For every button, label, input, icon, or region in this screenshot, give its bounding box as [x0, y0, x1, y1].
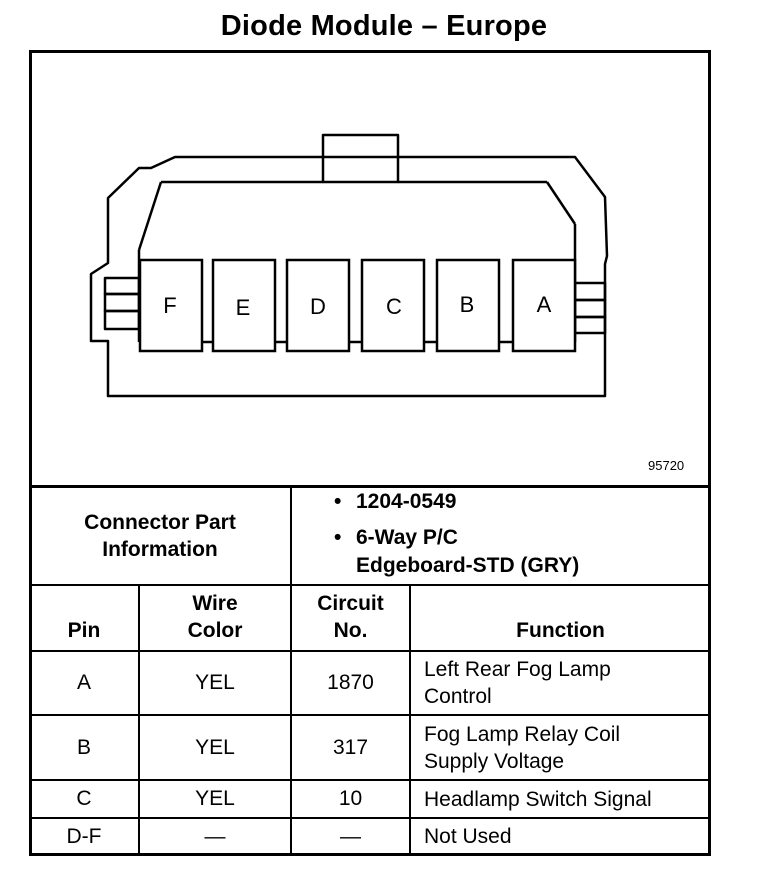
- row-a-wire: YEL: [195, 671, 235, 694]
- part-info-label-line1: Connector Part: [84, 510, 236, 534]
- bullet: •: [334, 490, 342, 513]
- pin-label-c: C: [386, 294, 402, 319]
- row-a-function-line2: Control: [424, 685, 492, 708]
- header-wire-line2: Color: [187, 619, 243, 642]
- pin-label-b: B: [459, 292, 475, 317]
- row-c-pin: C: [76, 787, 92, 810]
- row-df-pin: D-F: [66, 824, 102, 848]
- pin-label-e: E: [235, 295, 251, 320]
- row-b-wire: YEL: [195, 735, 235, 759]
- header-pin: Pin: [67, 619, 101, 642]
- part-info-list: [334, 488, 579, 580]
- row-a-function-line1: Left Rear Fog Lamp: [424, 658, 611, 681]
- connector-type-line1: 6-Way P/C: [356, 526, 458, 549]
- header-circuit-no: [291, 586, 410, 650]
- row-df-function: Not Used: [424, 825, 512, 848]
- header-circuit-line1: Circuit: [317, 592, 384, 615]
- part-info-item: [334, 488, 579, 516]
- row-c-wire: YEL: [195, 787, 235, 810]
- connector-drawing: [29, 50, 711, 486]
- row-c-function: Headlamp Switch Signal: [424, 788, 652, 811]
- diagram-title: Diode Module – Europe: [220, 10, 548, 42]
- bullet: •: [334, 526, 342, 549]
- connector-type-line2: Edgeboard-STD (GRY): [356, 554, 580, 577]
- row-df-wire: —: [204, 824, 226, 848]
- row-b-function-line2: Supply Voltage: [424, 750, 565, 773]
- pin-label-d: D: [310, 294, 326, 319]
- row-a-circuit: 1870: [327, 671, 374, 694]
- row-b-function: [424, 721, 620, 775]
- row-c-circuit: 10: [338, 787, 363, 810]
- row-b-pin: B: [76, 735, 91, 759]
- part-info-label: [29, 487, 291, 584]
- row-a-pin: A: [76, 671, 91, 694]
- row-b-function-line1: Fog Lamp Relay Coil: [424, 723, 621, 746]
- header-wire-color: [139, 586, 291, 650]
- row-a-function: [424, 656, 611, 710]
- header-function: Function: [516, 619, 605, 642]
- header-circuit-line2: No.: [333, 619, 368, 642]
- header-wire-line1: Wire: [192, 592, 238, 615]
- part-info-item: [334, 524, 579, 580]
- figure-number: 95720: [648, 458, 685, 473]
- row-df-circuit: —: [340, 824, 361, 848]
- pin-label-f: F: [163, 293, 177, 318]
- pin-label-a: A: [536, 292, 552, 317]
- part-number: 1204-0549: [356, 490, 457, 513]
- row-b-circuit: 317: [332, 735, 369, 759]
- part-info-label-line2: Information: [102, 537, 218, 561]
